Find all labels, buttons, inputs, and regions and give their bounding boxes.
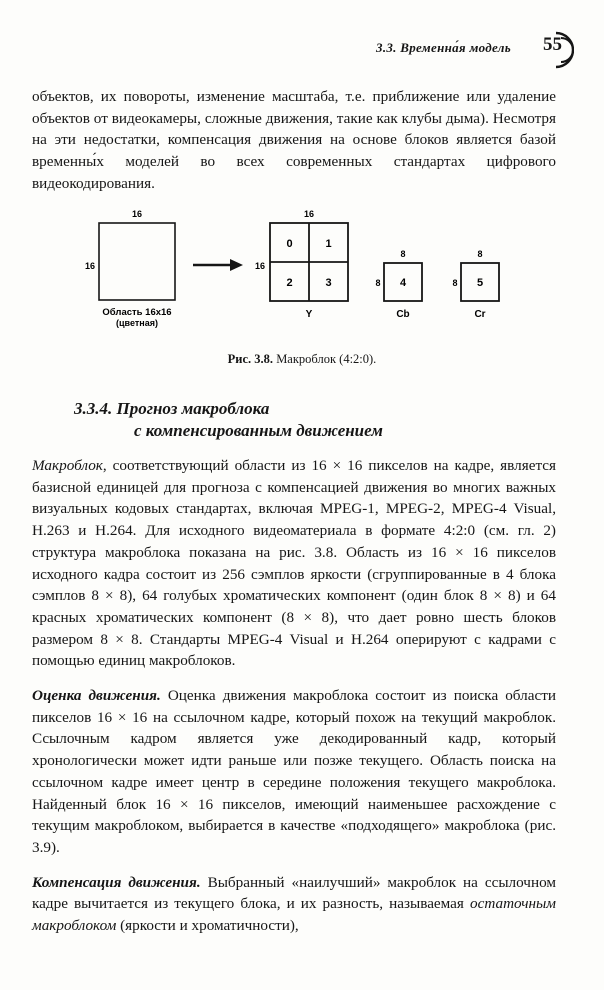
cb-block: 4: [399, 277, 407, 289]
cr-caption: Cr: [474, 309, 486, 320]
page-header: [0, 30, 604, 70]
luma-region-box: [99, 223, 175, 300]
cr-block: 5: [476, 277, 484, 289]
section-title-line2: с компенсированным движением: [134, 421, 383, 440]
figure-caption-text: Макроблок (4:2:0).: [276, 352, 377, 366]
intro-paragraph: объектов, их повороты, изменение масштаба, т.е. приближение или удаление объектов от видеокамеры, сложные движения, такие как клубы дыма). Несмотря на эти недостатки, компенсация движения на основе блоков является базой временны́х моделей во всех современных стандартах цифрового видеокодирования.: [32, 88, 556, 192]
cb-width-label: 8: [400, 249, 406, 259]
paragraph-motion-compensation: Компенсация движения. Выбранный «наилучший» макроблок на ссылочном кадре вычитается из текущего блока, и их разность, называемая остаточным макроблоком (яркости и хроматичности),: [32, 873, 556, 935]
arrow-right-icon: [193, 259, 243, 271]
run-head-motion-estimation: Оценка движения.: [32, 687, 161, 705]
run-head-motion-compensation: Компенсация движения.: [32, 873, 201, 891]
term-macroblock: Макроблок: [32, 457, 103, 474]
y-width-label: 16: [303, 209, 315, 219]
figure-caption-label: Рис. 3.8.: [227, 352, 274, 366]
luma-width-label: 16: [131, 209, 143, 219]
cb-caption: Cb: [396, 309, 410, 320]
running-title: 3.3. Временна́я модель: [376, 40, 511, 55]
luma-height-label: 16: [84, 261, 96, 271]
figure-caption: [0, 352, 604, 367]
luma-caption-line1: Область 16x16: [102, 307, 172, 318]
y-block-1: 1: [325, 238, 332, 250]
section-number: 3.3.4.: [74, 399, 113, 418]
y-block-0: 0: [286, 238, 293, 250]
body-text: [32, 455, 556, 937]
section-heading: [74, 398, 554, 442]
paragraph-macroblock: Макроблок, соответствующий области из 16 × 16 пикселов на кадре, является базисной единицей для прогноза с компенсацией движения во многих важных визуальных кодовых стандартах, включая MPEG-1, MPEG-2, MPEG-4 Visual, H.263 и H.264. Для исходного видеоматериала в формате 4:2:0 (см. гл. 2) структура макроблока показана на рис. 3.8. Область из 16 × 16 пикселов исходного кадра состоит из 256 сэмплов яркости (сгруппированные в 4 блока сэмплов 8 × 8), 64 голубых хроматических компонент (один блок 8 × 8) и 64 красных хроматических компонент (8 × 8), что дает ровно шесть блоков размером 8 × 8. Стандарты MPEG-4 Visual и H.264 оперируют с кадрами с помощью единиц макроблоков.: [32, 457, 556, 670]
y-height-label: 16: [254, 261, 266, 271]
section-title-line1: Прогноз макроблока: [116, 399, 270, 418]
term-residual-macroblock: остаточным макроблоком: [32, 895, 556, 935]
luma-caption-line2: (цветная): [116, 318, 158, 328]
y-caption: Y: [305, 309, 313, 320]
page-number: 55: [543, 34, 562, 55]
y-block-2: 2: [286, 277, 293, 289]
paragraph-motion-estimation: Оценка движения. Оценка движения макроблока состоит из поиска области пикселов 16 × 16 на ссылочном кадре, который похож на текущий макроблок. Ссылочным кадром является уже декодированный кадр, который хронологически может идти раньше или позже текущего. Область поиска на ссылочном кадре имеет центр в середине положения текущего макроблока. Найденный блок 16 × 16 пикселов, имеющий наименьшее расхождение с текущим макроблоком, выбирается в качестве «подходящего» макроблока (рис. 3.9).: [32, 687, 556, 856]
macroblock-figure: [80, 205, 520, 345]
y-block-3: 3: [325, 277, 332, 289]
cb-height-label: 8: [375, 278, 381, 288]
cr-width-label: 8: [477, 249, 483, 259]
cr-height-label: 8: [452, 278, 458, 288]
